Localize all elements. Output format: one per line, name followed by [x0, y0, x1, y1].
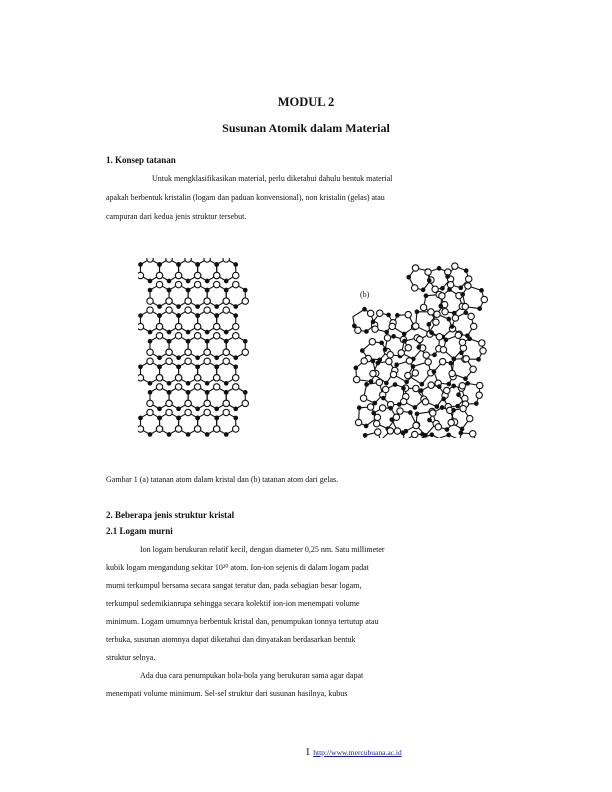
figure-caption: Gambar 1 (a) tatanan atom dalam kristal dan (b) tatanan atom dari gelas.	[106, 475, 339, 484]
para2-line: Ada dua cara penumpukan bola-bola yang berukuran sama agar dapat	[140, 671, 364, 680]
glass-network-figure	[352, 262, 502, 438]
para2-line: menempati volume minimum. Sel-sel struktur dari susunan hasilnya, kubus	[106, 689, 348, 698]
section2-heading: 2. Beberapa jenis struktur kristal	[106, 510, 235, 520]
section1-line: apakah berbentuk kristalin (logam dan paduan konvensional), non kristalin (gelas) atau	[106, 193, 385, 202]
doc-title: MODUL 2	[277, 95, 335, 109]
para1-line: Ion logam berukuran relatif kecil, dengan diameter 0,25 nm. Satu millimeter	[140, 545, 385, 554]
crystal-lattice-figure	[138, 258, 258, 438]
para1-line: kubik logam mengandung sekitar 10²⁰ atom. Ion-ion sejenis di dalam logam padat	[106, 563, 369, 572]
figure-label-b: (b)	[360, 290, 370, 299]
para1-line: terbuka, susunan atomnya dapat diketahui dan dinyatakan berdasarkan bentuk	[106, 635, 356, 644]
footer-link[interactable]: http://www.mercubuana.ac.id	[313, 748, 402, 757]
page-footer	[305, 746, 402, 758]
para1-line: terkumpul sedemikianrupa sehingga secara kolektif ion-ion menempati volume	[106, 599, 360, 608]
section1-line: campuran dari kedua jenis struktur tersebut.	[106, 212, 247, 221]
section1-line: Untuk mengklasifikasikan material, perlu diketahui dahulu bentuk material	[152, 174, 393, 183]
doc-subtitle: Susunan Atomik dalam Material	[222, 121, 390, 135]
para1-line: minimum. Logam umumnya berbentuk kristal dan, penumpukan ionnya tertutup atau	[106, 617, 379, 626]
section2-subheading: 2.1 Logam murni	[106, 526, 173, 536]
para1-line: struktur selnya.	[106, 653, 156, 662]
para1-line: murni terkumpul bersama secara sangat teratur dan, pada sebagian besar logam,	[106, 581, 362, 590]
section1-heading: 1. Konsep tatanan	[106, 155, 176, 165]
page-number: 1	[305, 746, 311, 758]
